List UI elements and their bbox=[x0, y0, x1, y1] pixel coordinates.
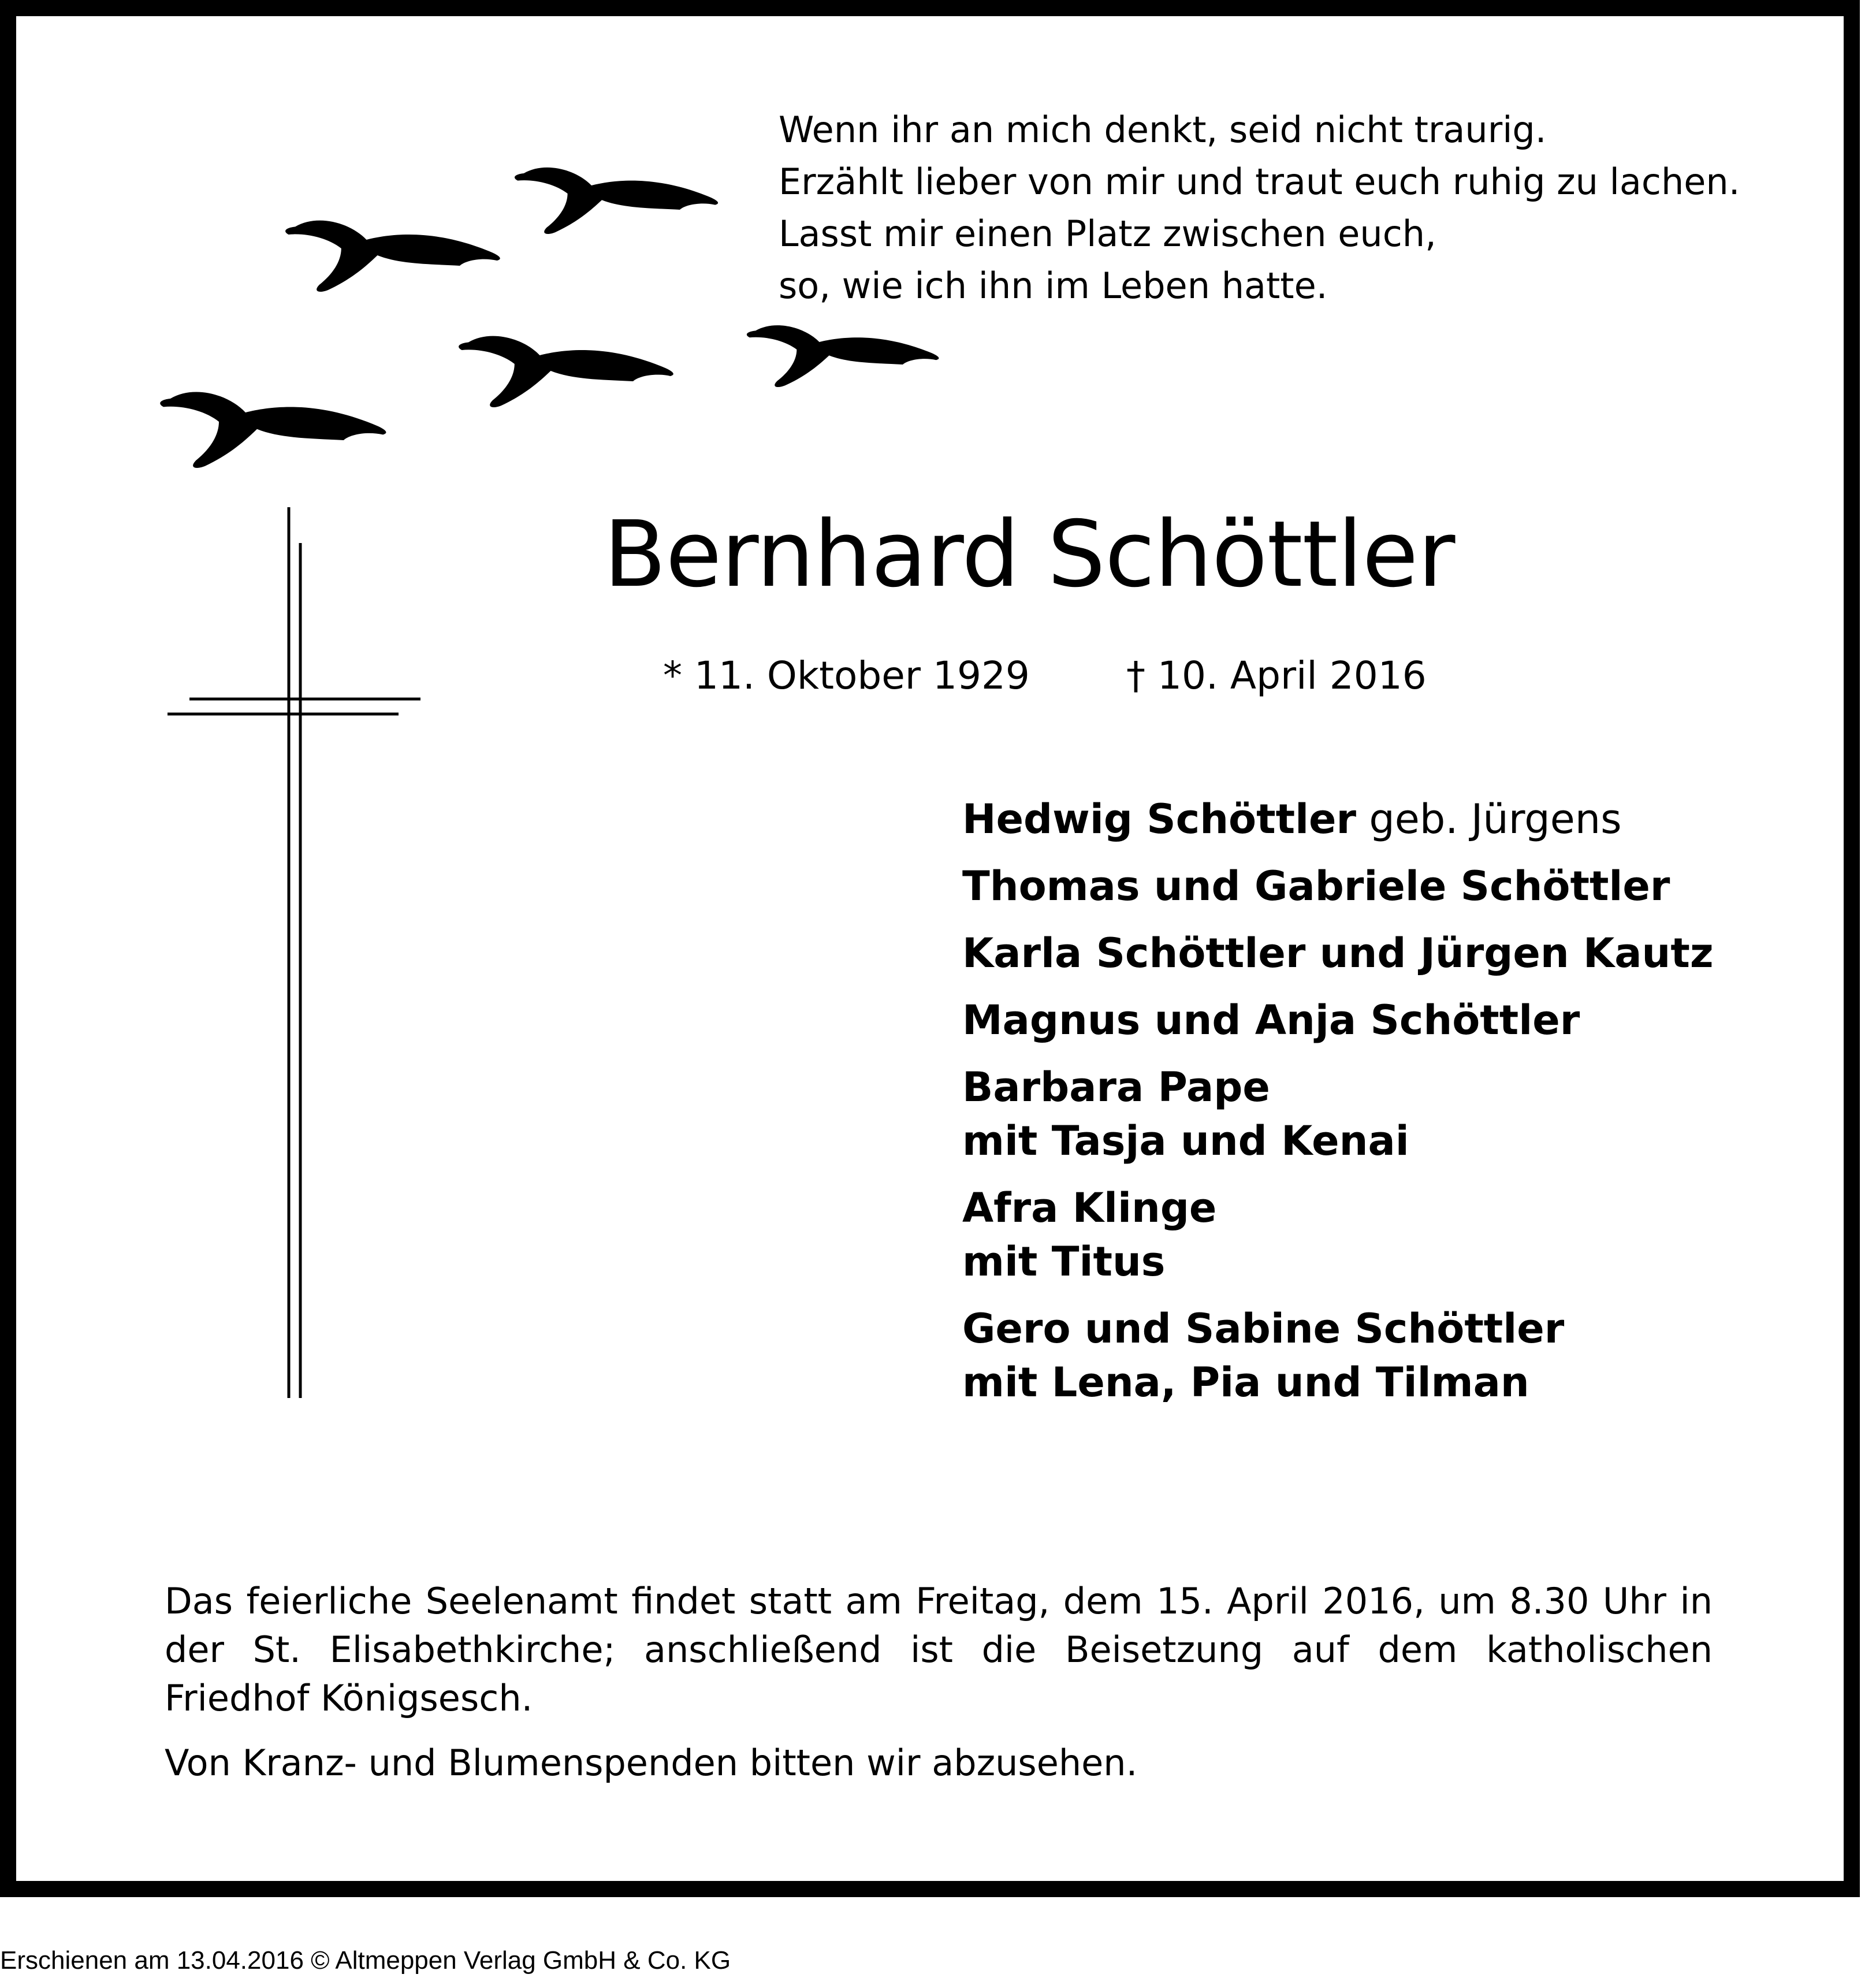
mourner-line bbox=[962, 1061, 1714, 1114]
publication-footer: Erschienen am 13.04.2016 © Altmeppen Verlag GmbH & Co. KG bbox=[0, 1946, 731, 1975]
death-date: † 10. April 2016 bbox=[1126, 653, 1427, 698]
mourner-line bbox=[962, 793, 1714, 846]
mourner-line bbox=[962, 860, 1714, 913]
mourner-name: Magnus und Anja Schöttler bbox=[962, 997, 1580, 1044]
mourner-group bbox=[962, 927, 1714, 980]
mourner-name-suffix: geb. Jürgens bbox=[1356, 795, 1622, 843]
service-announcement: Das feierliche Seelenamt findet statt am Freitag, dem 15. April 2016, um 8.30 Uhr in der St. Elisabethkirche; anschließend ist die Beisetzung auf dem katholischen Friedhof Königsesch. bbox=[165, 1580, 1713, 1719]
mourner-line bbox=[962, 1302, 1714, 1356]
bird-icon bbox=[160, 392, 386, 468]
poem bbox=[779, 104, 1740, 312]
mourner-group bbox=[962, 1061, 1714, 1168]
poem-line: Wenn ihr an mich denkt, seid nicht traurig. bbox=[779, 109, 1547, 151]
mourner-name: Thomas und Gabriele Schöttler bbox=[962, 862, 1670, 910]
mourner-line bbox=[962, 1235, 1714, 1289]
deceased-name: Bernhard Schöttler bbox=[604, 501, 1455, 608]
poem-line: Erzählt lieber von mir und traut euch ruhig zu lachen. bbox=[779, 161, 1740, 203]
mourner-name: mit Titus bbox=[962, 1238, 1166, 1285]
mourner-group bbox=[962, 860, 1714, 913]
mourner-line bbox=[962, 994, 1714, 1047]
mourner-name: mit Tasja und Kenai bbox=[962, 1117, 1409, 1165]
mourner-group bbox=[962, 793, 1714, 846]
birth-date: * 11. Oktober 1929 bbox=[663, 653, 1030, 698]
mourner-name: Afra Klinge bbox=[962, 1184, 1217, 1232]
mourner-line bbox=[962, 1114, 1714, 1168]
poem-line: Lasst mir einen Platz zwischen euch, bbox=[779, 213, 1436, 255]
mourner-line bbox=[962, 1181, 1714, 1235]
mourner-name: Hedwig Schöttler bbox=[962, 795, 1357, 843]
mourner-group bbox=[962, 1181, 1714, 1289]
mourner-name: Barbara Pape bbox=[962, 1064, 1270, 1111]
bird-icon bbox=[459, 336, 673, 407]
cross-icon bbox=[168, 507, 420, 1398]
mourner-name: Gero und Sabine Schöttler bbox=[962, 1305, 1565, 1352]
mourner-group bbox=[962, 994, 1714, 1047]
mourners-list bbox=[962, 793, 1714, 1423]
mourner-line bbox=[962, 1356, 1714, 1410]
mourner-line bbox=[962, 927, 1714, 980]
bird-icon bbox=[515, 168, 718, 234]
mourner-group bbox=[962, 1302, 1714, 1410]
mourner-name: Karla Schöttler und Jürgen Kautz bbox=[962, 929, 1714, 977]
mourner-name: mit Lena, Pia und Tilman bbox=[962, 1359, 1529, 1406]
bird-icon bbox=[747, 325, 939, 387]
bird-icon bbox=[285, 221, 500, 292]
poem-line: so, wie ich ihn im Leben hatte. bbox=[779, 265, 1328, 307]
flowers-note: Von Kranz- und Blumenspenden bitten wir abzusehen. bbox=[165, 1742, 1138, 1784]
